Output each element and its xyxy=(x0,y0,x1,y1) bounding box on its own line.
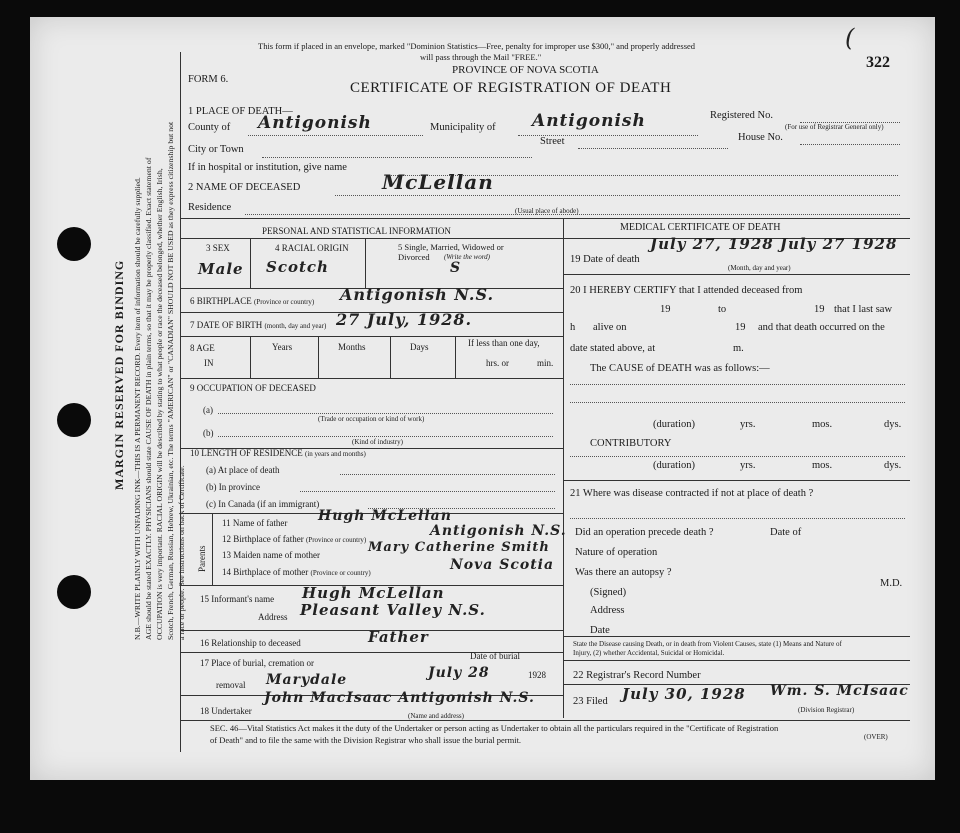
registrar-note: (Division Registrar) xyxy=(798,706,855,714)
county-label: County of xyxy=(188,122,231,133)
occupation-a-note: (Trade or occupation or kind of work) xyxy=(318,415,425,423)
place-of-death-label: 1 PLACE OF DEATH— xyxy=(188,106,293,117)
section-divider xyxy=(180,218,910,219)
death-date-label: 19 Date of death xyxy=(570,254,640,265)
mother-birthplace-label: 14 Birthplace of mother (Province or country) xyxy=(222,567,371,577)
burial-label: 17 Place of burial, cremation or xyxy=(200,658,314,668)
burial-date-label: Date of burial xyxy=(470,651,520,661)
deceased-name-value: McLellan xyxy=(382,170,494,194)
violent-note-2: Injury, (2) whether Accidental, Suicidal or Homicidal. xyxy=(573,649,725,657)
footer-sec-text-2: of Death" and to file the same with the Division Registrar who shall issue the burial permit. xyxy=(210,735,522,745)
cause-label: The CAUSE of DEATH was as follows:— xyxy=(590,363,770,374)
informant-address-value: Pleasant Valley N.S. xyxy=(300,601,486,619)
punch-hole xyxy=(57,403,91,437)
mos-label: mos. xyxy=(812,419,833,430)
medical-address-label: Address xyxy=(590,605,625,616)
father-birthplace-label: 12 Birthplace of father (Province or country) xyxy=(222,534,367,544)
occupation-b: (b) xyxy=(203,428,214,438)
nature-label: Nature of operation xyxy=(575,547,658,558)
death-date-note: (Month, day and year) xyxy=(728,264,791,272)
county-value: Antigonish xyxy=(258,113,372,133)
sex-value: Male xyxy=(198,260,244,278)
min-label: min. xyxy=(537,358,554,368)
operation-label: Did an operation precede death ? xyxy=(575,527,714,538)
certify-19c: 19 xyxy=(735,322,746,333)
informant-label: 15 Informant's name xyxy=(200,594,275,604)
medical-date-label: Date xyxy=(590,625,610,636)
column-divider xyxy=(563,218,564,718)
hospital-label: If in hospital or institution, give name xyxy=(188,162,347,173)
contributory-label: CONTRIBUTORY xyxy=(590,438,672,449)
less-than-day-label: If less than one day, xyxy=(468,338,540,348)
h-label: h xyxy=(570,322,576,333)
hrs-label: hrs. or xyxy=(486,358,509,368)
racial-origin-label: 4 RACIAL ORIGIN xyxy=(275,243,349,253)
house-no-label: House No. xyxy=(738,132,783,143)
page-title: CERTIFICATE OF REGISTRATION OF DEATH xyxy=(350,80,672,96)
certify-to: to xyxy=(718,304,727,315)
occupation-a: (a) xyxy=(203,405,213,415)
md-label: M.D. xyxy=(880,578,903,589)
father-label: 11 Name of father xyxy=(222,518,288,528)
margin-instructions: N.B.—WRITE PLAINLY WITH UNFADING INK—THIS IS A PERMANENT RECORD. Every item of information should be carefully supplied. AGE should be stated EXACTLY. PHYSICIANS should state CAUSE OF DEATH in plain terms, so that it may be properly classified. Exact statement of OCCUPATION is very important. RACIAL ORIGIN will be described by stating to what people or race the deceased belonged, whether English, Irish, Scotch, French, German, Russian, Hebrew, Ukrainian, etc. The terms "AMERICAN" or "CANADIAN" SHOULD NOT BE USED as they express citizenship but not a race or people. See instructions on back of Certificate. xyxy=(133,121,186,640)
registered-note: (For use of Registrar General only) xyxy=(785,123,884,131)
city-label: City or Town xyxy=(188,144,244,155)
marital-label-2: Divorced xyxy=(398,252,430,262)
burial-label-2: removal xyxy=(216,680,246,690)
signed-label: (Signed) xyxy=(590,587,627,598)
burial-place-value: Marydale xyxy=(266,672,348,688)
mail-notice-2: will pass through the Mail "FREE." xyxy=(420,52,542,62)
months-label: Months xyxy=(338,342,366,352)
burial-date-value: July 28 xyxy=(428,665,490,681)
residence-canada: (c) In Canada (if an immigrant) xyxy=(206,499,320,509)
certify-text: 20 I HEREBY CERTIFY that I attended deceased from xyxy=(570,285,803,296)
undertaker-note: (Name and address) xyxy=(408,712,464,720)
street-label: Street xyxy=(540,136,565,147)
record-number-label: 22 Registrar's Record Number xyxy=(573,670,701,681)
punch-hole xyxy=(57,575,91,609)
over-label: (OVER) xyxy=(864,733,888,741)
dys-label-2: dys. xyxy=(884,460,902,471)
death-occurred: and that death occurred on the xyxy=(758,322,885,333)
marital-note: (Write the word) xyxy=(444,253,491,261)
relationship-label: 16 Relationship to deceased xyxy=(200,638,301,648)
corner-mark: ( xyxy=(845,24,856,52)
autopsy-label: Was there an autopsy ? xyxy=(575,567,672,578)
dob-label: 7 DATE OF BIRTH (month, day and year) xyxy=(190,320,327,330)
sex-label: 3 SEX xyxy=(206,243,230,253)
form-number: FORM 6. xyxy=(188,74,229,85)
yrs-label: yrs. xyxy=(740,419,756,430)
contracted-label: 21 Where was disease contracted if not at place of death ? xyxy=(570,488,814,499)
footer-divider xyxy=(180,720,910,721)
punch-hole xyxy=(57,227,91,261)
residence-note: (Usual place of abode) xyxy=(515,207,579,215)
deceased-name-label: 2 NAME OF DECEASED xyxy=(188,182,301,193)
marital-label: 5 Single, Married, Widowed or xyxy=(398,242,504,252)
informant-value: Hugh McLellan xyxy=(302,584,445,602)
medical-heading: MEDICAL CERTIFICATE OF DEATH xyxy=(620,222,781,233)
page-number: 322 xyxy=(866,54,890,71)
mos-label-2: mos. xyxy=(812,460,833,471)
province-label: PROVINCE OF NOVA SCOTIA xyxy=(452,64,599,76)
relationship-value: Father xyxy=(368,628,429,646)
filed-label: 23 Filed xyxy=(573,696,608,707)
municipality-label: Municipality of xyxy=(430,122,496,133)
mother-birthplace-value: Nova Scotia xyxy=(450,557,555,573)
age-label: 8 AGE xyxy=(190,343,215,353)
birthplace-value: Antigonish N.S. xyxy=(340,285,495,304)
personal-heading: PERSONAL AND STATISTICAL INFORMATION xyxy=(262,226,451,236)
mother-value: Mary Catherine Smith xyxy=(368,540,550,555)
burial-year: 1928 xyxy=(528,670,546,680)
date-of-label: Date of xyxy=(770,527,802,538)
municipality-value: Antigonish xyxy=(532,111,646,131)
dys-label: dys. xyxy=(884,419,902,430)
marital-value: S xyxy=(450,260,462,276)
mother-label: 13 Maiden name of mother xyxy=(222,550,320,560)
yrs-label-2: yrs. xyxy=(740,460,756,471)
certify-19a: 19 xyxy=(660,304,671,315)
residence-length-label: 10 LENGTH OF RESIDENCE (in years and months) xyxy=(190,448,366,458)
racial-origin-value: Scotch xyxy=(266,258,329,276)
form-left-border xyxy=(180,52,181,752)
duration-label-2: (duration) xyxy=(653,460,695,471)
footer-sec-text: SEC. 46—Vital Statistics Act makes it the duty of the Undertaker or person acting as Undertaker to obtain all the particulars required in the "Certificate of Registration xyxy=(210,723,779,733)
undertaker-label: 18 Undertaker xyxy=(200,706,252,716)
birthplace-label: 6 BIRTHPLACE (Province or country) xyxy=(190,296,315,306)
residence-province: (b) In province xyxy=(206,482,260,492)
father-value: Hugh McLellan xyxy=(318,508,452,524)
binding-margin-label: MARGIN RESERVED FOR BINDING xyxy=(112,259,126,490)
registrar-signature: Wm. S. McIsaac xyxy=(770,683,909,699)
registered-no-label: Registered No. xyxy=(710,110,773,121)
last-saw: that I last saw xyxy=(834,304,893,315)
occupation-label: 9 OCCUPATION OF DECEASED xyxy=(190,383,316,393)
undertaker-value: John MacIsaac Antigonish N.S. xyxy=(264,690,535,706)
death-date-value: July 27, 1928 July 27 1928 xyxy=(650,235,898,253)
certify-19b: 19 xyxy=(814,304,825,315)
violent-note: State the Disease causing Death, or in death from Violent Causes, state (1) Means and Nature of xyxy=(573,640,842,648)
informant-address-label: Address xyxy=(258,612,288,622)
mail-notice: This form if placed in an envelope, marked "Dominion Statistics—Free, penalty for improper use $300," and properly addressed xyxy=(258,41,696,51)
date-stated: date stated above, at xyxy=(570,343,656,354)
residence-place: (a) At place of death xyxy=(206,465,280,475)
filed-date-value: July 30, 1928 xyxy=(622,685,746,703)
parents-label: Parents xyxy=(197,545,207,572)
age-in-label: IN xyxy=(204,358,214,368)
father-birthplace-value: Antigonish N.S. xyxy=(430,523,567,539)
occupation-b-note: (Kind of industry) xyxy=(352,438,403,446)
dob-value: 27 July, 1928. xyxy=(336,310,473,329)
residence-label: Residence xyxy=(188,202,232,213)
days-label: Days xyxy=(410,342,429,352)
m-label: m. xyxy=(733,343,744,354)
years-label: Years xyxy=(272,342,293,352)
duration-label: (duration) xyxy=(653,419,695,430)
alive-on: alive on xyxy=(593,322,627,333)
